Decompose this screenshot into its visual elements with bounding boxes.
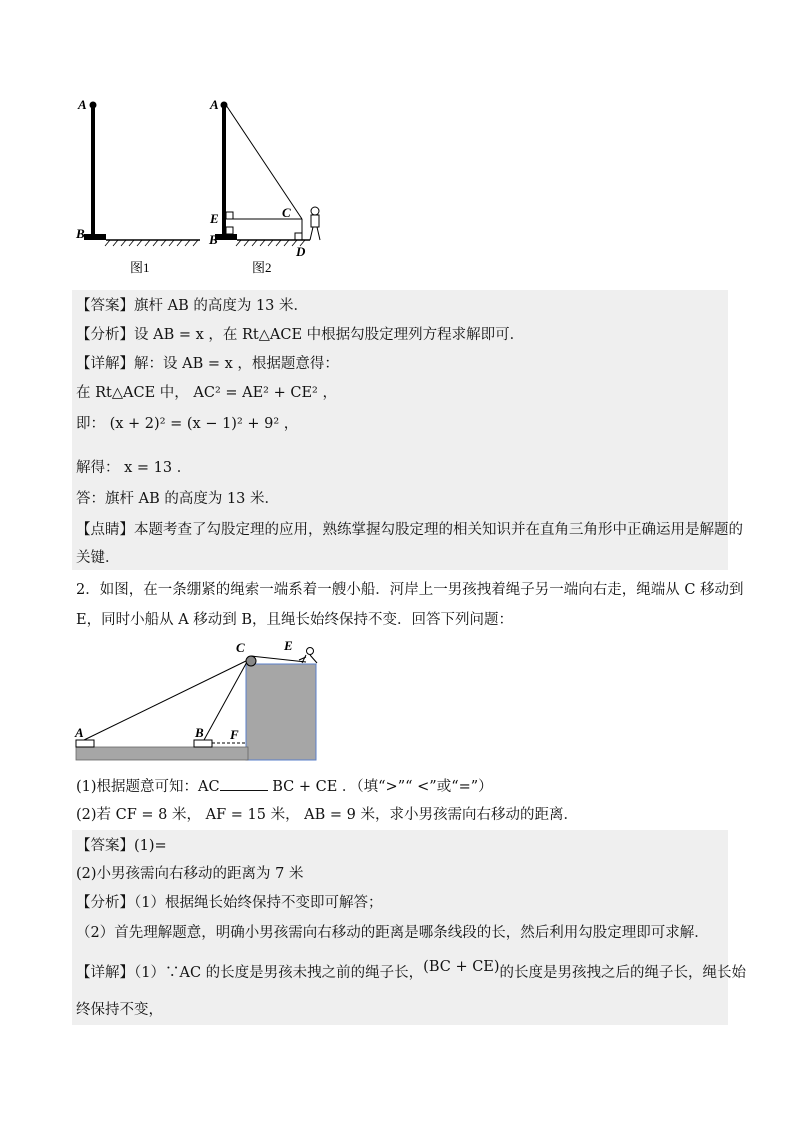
q2-sub-question-2: (2)若 CF = 8 米， AF = 15 米， AB = 9 米，求小男孩需向右移动的距离． [76, 807, 579, 823]
analysis-tag: 【分析】 [76, 327, 134, 343]
point-label-D: D [296, 244, 306, 259]
q2-answer-line-1 [76, 836, 167, 856]
figure-1-caption: 图1 [130, 260, 150, 275]
q2-answer-line-2: (2)小男孩需向右移动的距离为 7 米 [76, 866, 304, 882]
point-label-C: C [236, 640, 245, 655]
person-icon [310, 207, 320, 240]
point-label-E: E [284, 638, 293, 653]
q1-detail-line [76, 354, 339, 374]
figure-3 [70, 635, 330, 765]
q2-detail-line-1 [76, 959, 747, 983]
figure-1 [75, 97, 200, 275]
q1-conclusion-line: 答：旗杆 AB 的高度为 13 米． [76, 491, 280, 507]
detail-tag: 【详解】 [76, 356, 134, 372]
q1-solve-line: 解得： x = 13 ． [76, 460, 192, 476]
q2-detail-line-2: 终保持不变， [76, 1002, 163, 1018]
sub1-prefix: (1)根据题意可知：AC [76, 779, 220, 795]
q1-equation-line: 即： (x + 2)² = (x − 1)² + 9² ， [76, 416, 299, 432]
analysis-text: 设 AB = x ，在 Rt△ACE 中根据勾股定理列方程求解即可． [134, 327, 525, 343]
answer-tag: 【答案】 [76, 298, 134, 314]
figure-1-2 [70, 92, 360, 292]
point-label-B: B [76, 226, 85, 241]
detail-text: 解：设 AB = x ，根据题意得： [134, 356, 339, 372]
comment-text: 本题考查了勾股定理的应用，熟练掌握勾股定理的相关知识并在直角三角形中正确运用是解题的 [134, 522, 743, 538]
detail-1a: （1）∵AC 的长度是男孩未拽之前的绳子长， [134, 965, 424, 981]
point-label-F: F [230, 727, 239, 742]
q1-comment-line [76, 520, 743, 540]
detail-1c: 的长度是男孩拽之后的绳子长，绳长始 [499, 965, 747, 981]
figure-2 [208, 97, 320, 275]
point-label-B: B [195, 725, 204, 740]
analysis-tag: 【分析】 [76, 895, 134, 911]
answer-tag: 【答案】 [76, 838, 134, 854]
q2-stem-line-1: 2．如图，在一条绷紧的绳索一端系着一艘小船．河岸上一男孩拽着绳子另一端向右走，绳端从 C 移动到 [76, 582, 744, 598]
q1-answer-line [76, 296, 308, 316]
comment-tag: 【点睛】 [76, 522, 134, 538]
detail-1b: (BC + CE) [423, 959, 500, 975]
q1-analysis-line [76, 325, 524, 345]
point-label-B: B [209, 232, 218, 247]
answer-blank [220, 776, 268, 791]
point-label-A: A [78, 97, 87, 112]
q2-stem-line-2: E，同时小船从 A 移动到 B，且绳长始终保持不变．回答下列问题： [76, 612, 514, 628]
point-label-C: C [282, 205, 291, 220]
analysis-1: （1）根据绳长始终保持不变即可解答； [134, 895, 383, 911]
q2-analysis-line-2: （2）首先理解题意，明确小男孩需向右移动的距离是哪条线段的长，然后利用勾股定理即可求解． [76, 925, 709, 941]
q1-comment-line-2: 关键． [76, 550, 120, 566]
answer-text: 旗杆 AB 的高度为 13 米． [134, 298, 309, 314]
point-label-A: A [75, 725, 84, 740]
q2-analysis-line-1 [76, 893, 382, 913]
q1-pythagoras-line: 在 Rt△ACE 中， AC² = AE² + CE² ， [76, 385, 337, 401]
q2-sub-question-1 [76, 776, 493, 797]
person-icon [299, 648, 317, 664]
detail-tag: 【详解】 [76, 965, 134, 981]
point-label-A: A [210, 97, 219, 112]
sub1-suffix: BC + CE ．（填“>”“ <”或“=”） [272, 779, 493, 795]
figure-2-caption: 图2 [252, 260, 272, 275]
point-label-E: E [210, 211, 219, 226]
answer-1: (1)= [134, 838, 167, 854]
